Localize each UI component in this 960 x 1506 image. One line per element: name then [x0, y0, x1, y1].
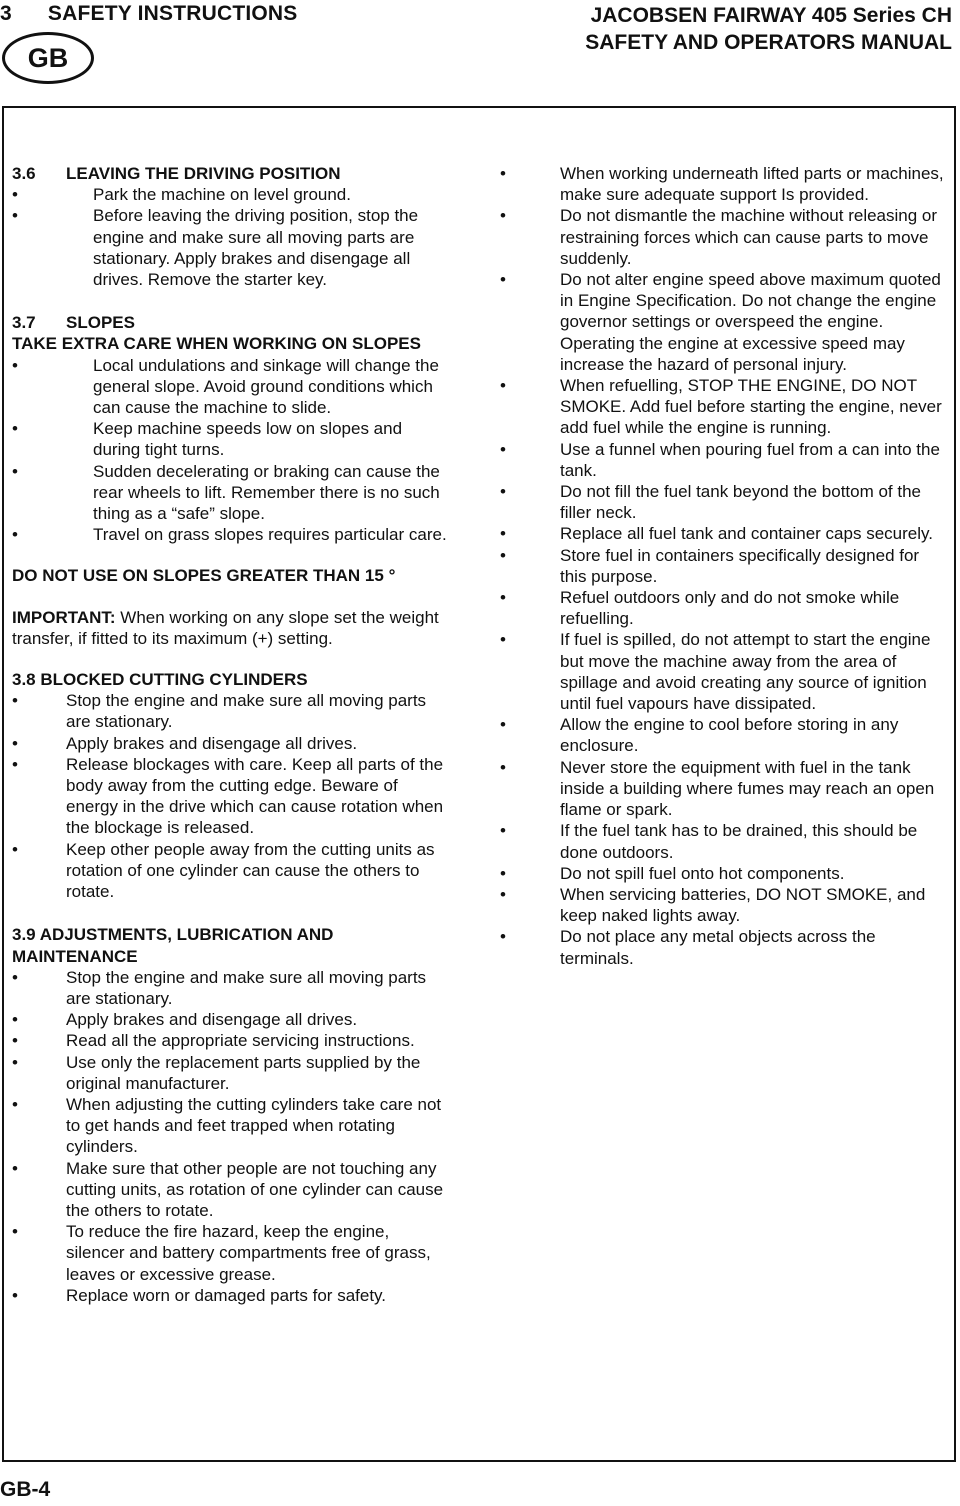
list-item-text: Before leaving the driving position, stop the engine and make sure all moving parts are stationary. Apply brakes and disengage all drives. Remove the starter key.	[93, 206, 419, 290]
bullet-icon: •	[500, 524, 506, 544]
bullet-icon: •	[12, 185, 18, 205]
list-item-text: Use only the replacement parts supplied by the original manufacturer.	[66, 1052, 421, 1093]
list-item	[500, 629, 945, 714]
list-item	[12, 1009, 452, 1030]
list-item-text: Stop the engine and make sure all moving parts are stationary.	[66, 691, 427, 732]
list-item	[500, 375, 945, 439]
list-item	[12, 1221, 452, 1285]
bullet-icon: •	[12, 839, 18, 859]
header-section-title	[0, 2, 298, 26]
bullet-icon: •	[500, 482, 506, 502]
bullet-icon: •	[500, 164, 506, 183]
list-item	[12, 1158, 452, 1222]
section-3-7-subtitle: TAKE EXTRA CARE WHEN WORKING ON SLOPES	[12, 334, 421, 354]
list-item-text: When adjusting the cutting cylinders take care not to get hands and feet trapped when rotating cylinders.	[66, 1094, 442, 1157]
left-column	[12, 163, 452, 1306]
list-item	[500, 757, 945, 821]
list-item	[500, 269, 945, 375]
list-item	[12, 461, 452, 525]
list-item-text: Local undulations and sinkage will change the general slope. Avoid ground conditions which can cause the machine to slide.	[93, 355, 439, 418]
list-item-text: Sudden decelerating or braking can cause the rear wheels to lift. Remember there is no such thing as a “safe” slope.	[93, 461, 440, 524]
right-column	[500, 163, 945, 969]
manual-title-line1: JACOBSEN FAIRWAY 405 Series CH	[590, 4, 952, 27]
bullet-icon: •	[12, 419, 18, 439]
bullet-icon: •	[12, 733, 18, 753]
list-item	[500, 545, 945, 587]
list-item-text: Do not alter engine speed above maximum quoted in Engine Specification. Do not change the engine governor settings or overspeed the engine. Operating the engine at excessive speed may increase the hazard of personal injury.	[560, 270, 941, 374]
slope-warning: DO NOT USE ON SLOPES GREATER THAN 15 °	[12, 566, 396, 586]
bullet-icon: •	[500, 206, 506, 226]
section-3-6-number: 3.6	[12, 164, 36, 183]
bullet-icon: •	[12, 525, 18, 545]
list-item-text: Do not dismantle the machine without releasing or restraining forces which can cause parts to move suddenly.	[560, 206, 938, 268]
bullet-icon: •	[500, 630, 506, 650]
list-item-text: Never store the equipment with fuel in the tank inside a building where fumes may reach an open flame or spark.	[560, 757, 935, 820]
section-3-7-heading	[12, 312, 452, 333]
bullet-icon: •	[12, 355, 18, 375]
list-item-text: When working underneath lifted parts or machines, make sure adequate support Is provided.	[560, 164, 944, 205]
bullet-icon: •	[12, 967, 18, 987]
bullet-icon: •	[12, 1285, 18, 1305]
bullet-icon: •	[12, 461, 18, 481]
bullet-icon: •	[500, 588, 506, 608]
bullet-icon: •	[500, 545, 506, 565]
bullet-icon: •	[12, 1158, 18, 1178]
important-note	[12, 607, 452, 649]
manual-title-line2: SAFETY AND OPERATORS MANUAL	[585, 31, 952, 54]
list-item	[500, 481, 945, 523]
list-item-text: Apply brakes and disengage all drives.	[66, 1010, 358, 1030]
list-item-text: Apply brakes and disengage all drives.	[66, 733, 358, 753]
list-item	[500, 523, 945, 544]
list-item	[500, 884, 945, 926]
list-item	[12, 967, 452, 1009]
gb-language-logo	[2, 32, 94, 84]
list-item	[500, 205, 945, 269]
page-number: GB-4	[0, 1478, 51, 1501]
list-item-text: Allow the engine to cool before storing in any enclosure.	[560, 715, 899, 756]
list-item-text: Replace worn or damaged parts for safety.	[66, 1285, 387, 1305]
list-item	[12, 184, 452, 205]
list-item	[12, 733, 452, 754]
bullet-icon: •	[500, 884, 506, 904]
header-manual-title	[585, 2, 952, 56]
bullet-icon: •	[12, 206, 18, 226]
list-item-text: Stop the engine and make sure all moving parts are stationary.	[66, 967, 427, 1008]
section-3-7-title: SLOPES	[66, 313, 135, 333]
list-item-text: Do not fill the fuel tank beyond the bottom of the filler neck.	[560, 482, 922, 523]
section-3-8-title: 3.8 BLOCKED CUTTING CYLINDERS	[12, 670, 308, 690]
list-item-text: Use a funnel when pouring fuel from a can into the tank.	[560, 439, 940, 480]
list-item	[500, 863, 945, 884]
list-item-text: Do not spill fuel onto hot components.	[560, 863, 845, 883]
section-3-6-title: LEAVING THE DRIVING POSITION	[66, 164, 341, 183]
bullet-icon: •	[500, 715, 506, 735]
list-item-text: Replace all fuel tank and container caps securely.	[560, 524, 933, 544]
list-item-text: Keep machine speeds low on slopes and during tight turns.	[93, 419, 403, 460]
list-item	[12, 839, 452, 903]
list-item-text: Park the machine on level ground.	[93, 185, 351, 205]
bullet-icon: •	[12, 1094, 18, 1114]
bullet-icon: •	[12, 1222, 18, 1242]
list-item-text: Refuel outdoors only and do not smoke while refuelling.	[560, 588, 900, 629]
list-item-text: Store fuel in containers specifically designed for this purpose.	[560, 545, 920, 586]
bullet-icon: •	[12, 1010, 18, 1030]
list-item-text: If fuel is spilled, do not attempt to start the engine but move the machine away from the area of spillage and avoid creating any source of ignition until fuel vapours have dissipated.	[560, 630, 931, 714]
bullet-icon: •	[12, 754, 18, 774]
list-item	[12, 524, 452, 545]
list-item	[12, 754, 452, 839]
important-text: When working on any slope set the weight transfer, if fitted to its maximum (+) setting.	[12, 607, 439, 648]
list-item	[500, 926, 945, 968]
bullet-icon: •	[500, 821, 506, 841]
list-item	[12, 690, 452, 732]
section-3-7-number: 3.7	[12, 313, 36, 333]
section-title: SAFETY INSTRUCTIONS	[47, 2, 298, 25]
bullet-icon: •	[500, 439, 506, 459]
list-item-text: Read all the appropriate servicing instructions.	[66, 1031, 415, 1051]
gb-logo-text: GB	[27, 42, 69, 73]
list-item-text: Make sure that other people are not touching any cutting units, as rotation of one cylinder can cause the others to rotate.	[66, 1158, 444, 1220]
list-item	[500, 587, 945, 629]
bullet-icon: •	[500, 863, 506, 883]
bullet-icon: •	[12, 691, 18, 711]
list-item	[500, 820, 945, 862]
bullet-icon: •	[12, 1052, 18, 1072]
list-item-text: To reduce the fire hazard, keep the engine, silencer and battery compartments free of grass, leaves or excessive grease.	[66, 1222, 431, 1284]
list-item	[12, 355, 452, 419]
list-item-text: Release blockages with care. Keep all parts of the body away from the cutting edge. Beware of energy in the drive which can cause rotation when the blockage is released.	[66, 754, 444, 838]
section-number: 3	[0, 2, 12, 25]
list-item-text: When servicing batteries, DO NOT SMOKE, and keep naked lights away.	[560, 884, 926, 926]
list-item	[500, 714, 945, 756]
bullet-icon: •	[12, 1031, 18, 1051]
list-item-text: When refuelling, STOP THE ENGINE, DO NOT SMOKE. Add fuel before starting the engine, never add fuel while the engine is running.	[560, 376, 942, 438]
list-item	[12, 418, 452, 460]
list-item	[12, 205, 452, 290]
important-label: IMPORTANT:	[12, 607, 116, 627]
bullet-icon: •	[500, 376, 506, 396]
list-item-text: Keep other people away from the cutting units as rotation of one cylinder can cause the others to rotate.	[66, 839, 435, 902]
list-item	[500, 163, 945, 205]
section-3-6-heading	[12, 163, 452, 184]
list-item	[12, 1094, 452, 1158]
list-item-text: Travel on grass slopes requires particular care.	[93, 525, 447, 545]
list-item	[12, 1285, 452, 1306]
section-3-9-title: 3.9 ADJUSTMENTS, LUBRICATION AND MAINTENANCE	[12, 925, 334, 966]
list-item	[12, 1052, 452, 1094]
list-item	[500, 439, 945, 481]
list-item-text: If the fuel tank has to be drained, this should be done outdoors.	[560, 821, 918, 862]
bullet-icon: •	[500, 270, 506, 290]
list-item	[12, 1030, 452, 1051]
list-item-text: Do not place any metal objects across the terminals.	[560, 927, 876, 968]
bullet-icon: •	[500, 757, 506, 777]
bullet-icon: •	[500, 927, 506, 947]
